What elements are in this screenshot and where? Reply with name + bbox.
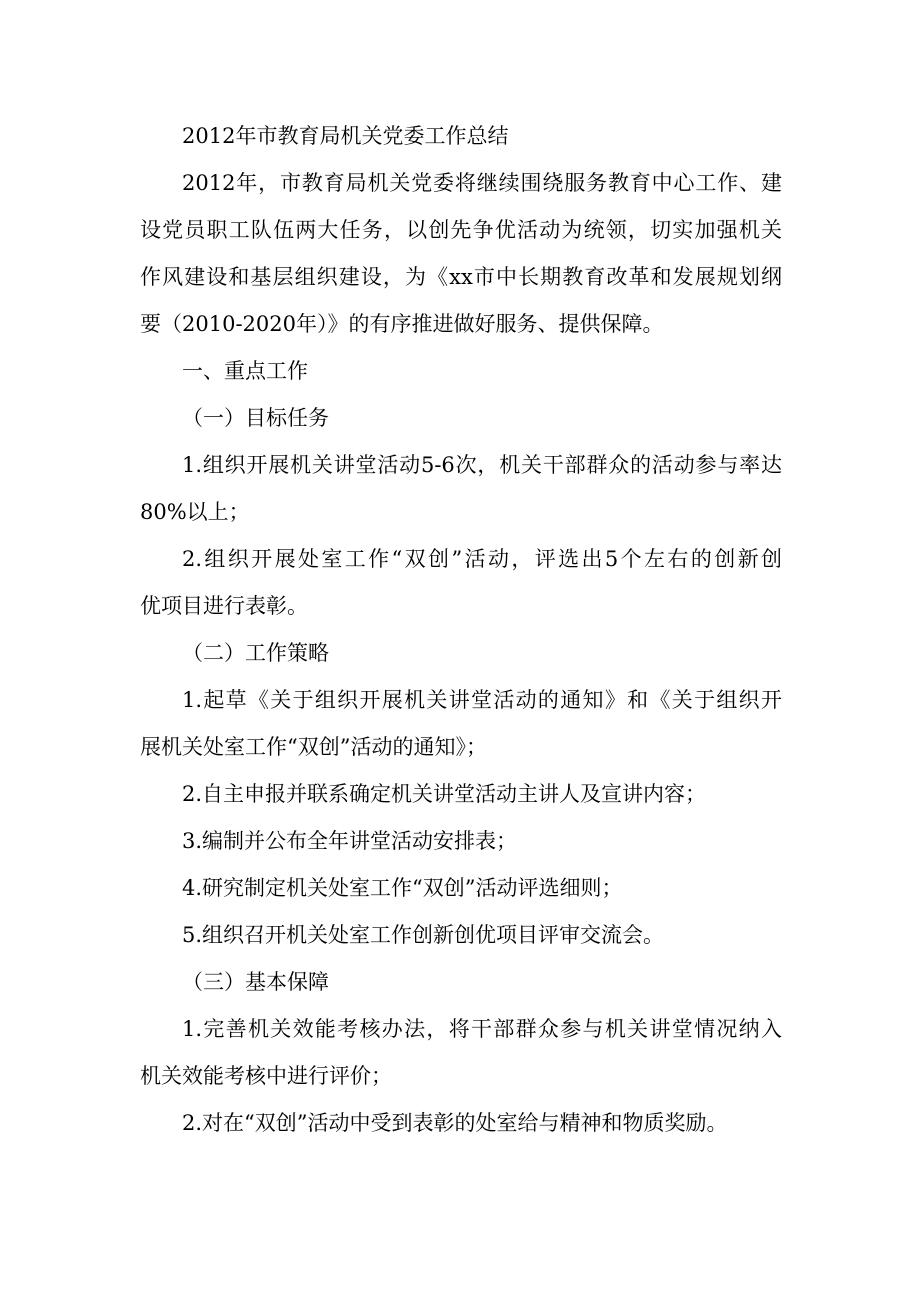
intro-line-2: 设党员职工队伍两大任务，以创先争优活动为统领，切实加强机关 [140,218,782,242]
document-body [140,113,782,1147]
strategy-item-4: 4.研究制定机关处室工作“双创”活动评选细则； [182,876,623,900]
strategy-item-1-line-1: 1.起草《关于组织开展机关讲堂活动的通知》和《关于组织开 [182,688,782,712]
intro-line-4: 要（2010-2020年）》的有序推进做好服务、提供保障。 [140,312,664,336]
strategy-item-3: 3.编制并公布全年讲堂活动安排表； [182,829,518,853]
target-item-1-line-2: 80%以上； [140,500,250,524]
strategy-item-2: 2.自主申报并联系确定机关讲堂活动主讲人及宣讲内容； [182,782,707,806]
guarantee-item-1-line-1: 1.完善机关效能考核办法，将干部群众参与机关讲堂情况纳入 [182,1017,782,1041]
strategy-item-1-line-2: 展机关处室工作“双创”活动的通知》； [140,735,487,759]
guarantee-item-2: 2.对在“双创”活动中受到表彰的处室给与精神和物质奖励。 [182,1111,728,1135]
subsection-heading-strategy: （二）工作策略 [182,641,329,665]
intro-line-1: 2012年，市教育局机关党委将继续围绕服务教育中心工作、建 [182,171,782,195]
section-heading: 一、重点工作 [182,359,308,383]
intro-line-3: 作风建设和基层组织建设，为《xx市中长期教育改革和发展规划纲 [140,265,782,289]
strategy-item-5: 5.组织召开机关处室工作创新创优项目评审交流会。 [182,923,665,947]
target-item-2-line-1: 2.组织开展处室工作“双创”活动，评选出5个左右的创新创 [182,547,782,571]
subsection-heading-targets: （一）目标任务 [182,406,329,430]
target-item-2-line-2: 优项目进行表彰。 [140,594,308,618]
target-item-1-line-1: 1.组织开展机关讲堂活动5-6次，机关干部群众的活动参与率达 [182,453,782,477]
guarantee-item-1-line-2: 机关效能考核中进行评价； [140,1064,392,1088]
subsection-heading-guarantee: （三）基本保障 [182,970,329,994]
document-title: 2012年市教育局机关党委工作总结 [182,124,509,148]
